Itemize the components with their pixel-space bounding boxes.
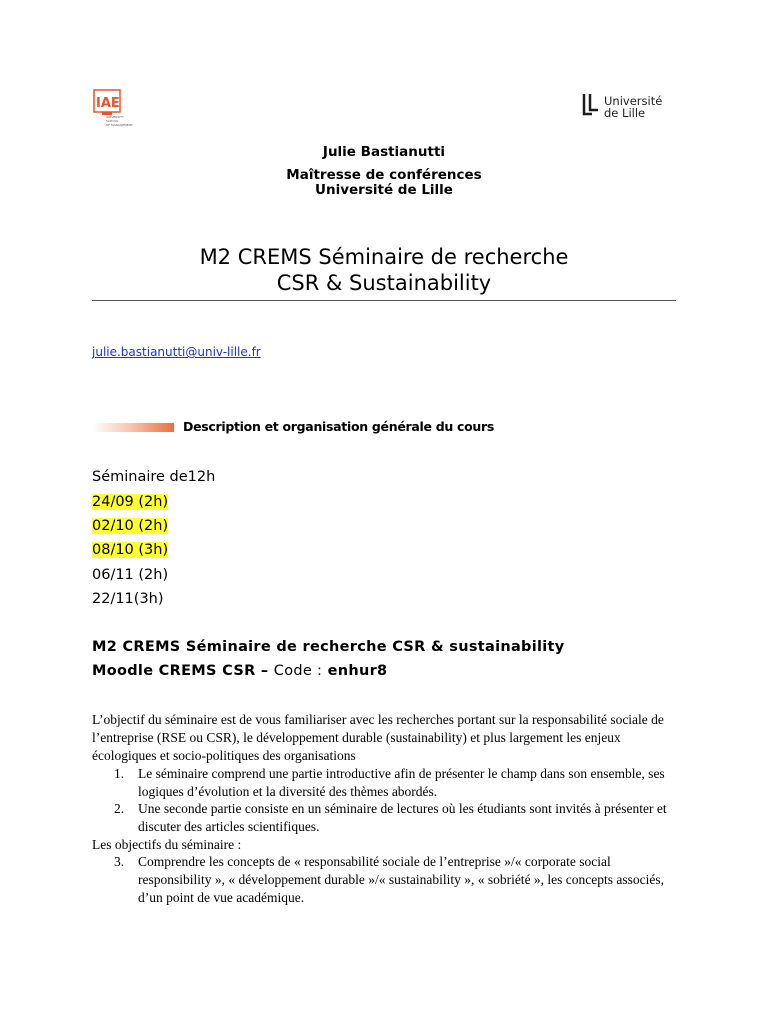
list-number: 2. (114, 801, 125, 816)
moodle-line (92, 663, 387, 679)
iae-logo (92, 86, 144, 132)
session-date: 02/10 (2h) (92, 518, 169, 534)
session-date: 08/10 (3h) (92, 542, 169, 558)
list-text: Le séminaire comprend une partie introductive afin de présenter le champ dans son ensemble, ses logiques d’évolution et la diversité des thèmes abordés. (138, 766, 665, 799)
svg-text:Université: Université (604, 94, 663, 108)
schedule-session (92, 541, 168, 559)
course-title: M2 CREMS Séminaire de recherche CSR & sustainability (92, 639, 565, 655)
schedule-session (92, 517, 168, 535)
author-name: Julie Bastianutti (322, 144, 446, 160)
list-number: 1. (114, 766, 125, 781)
schedule-session (92, 493, 168, 511)
schedule-session (92, 590, 164, 608)
title-divider (92, 300, 676, 301)
code-value: enhur8 (327, 663, 388, 679)
moodle-label: Moodle CREMS CSR – (92, 663, 269, 679)
section-heading: Description et organisation générale du cours (183, 419, 495, 434)
svg-text:SCHOOL: SCHOOL (106, 119, 119, 123)
session-date: 24/09 (2h) (92, 494, 169, 510)
schedule-session (92, 566, 168, 584)
document-title-line2: CSR & Sustainability (276, 271, 492, 295)
svg-text:UNIVERSITY: UNIVERSITY (106, 115, 124, 119)
svg-text:IAE: IAE (96, 96, 120, 111)
section-accent-bar (92, 423, 174, 432)
document-title-line1: M2 CREMS Séminaire de recherche (199, 245, 569, 269)
intro-paragraph: L’objectif du séminaire est de vous familiariser avec les recherches portant sur la responsabilité sociale de l’entreprise (RSE ou CSR), le développement durable (sustainability) et plus largement les enjeux écologiques et socio-politiques des organisations (92, 712, 664, 763)
list-text: Une seconde partie consiste en un séminaire de lectures où les étudiants sont invités à présenter et discuter des articles scientifiques. (138, 801, 667, 834)
svg-text:de Lille: de Lille (604, 106, 646, 120)
svg-text:OF MANAGEMENT: OF MANAGEMENT (106, 123, 133, 127)
author-institution: Université de Lille (315, 182, 453, 198)
list-text: Comprendre les concepts de « responsabilité sociale de l’entreprise »/« corporate social responsibility », « développement durable »/« sustainability », « sobriété », les concepts associés, d’un point de vue académique. (138, 854, 665, 905)
universite-de-lille-logo (580, 88, 676, 126)
session-date: 06/11 (2h) (92, 567, 169, 583)
author-role: Maîtresse de conférences (286, 167, 482, 183)
schedule-intro: Séminaire de12h (92, 469, 216, 485)
list-number: 3. (114, 854, 125, 869)
email-link[interactable]: julie.bastianutti@univ-lille.fr (92, 345, 261, 359)
objectives-label: Les objectifs du séminaire : (92, 837, 242, 852)
code-label: Code : (273, 663, 323, 679)
session-date: 22/11(3h) (92, 591, 164, 607)
